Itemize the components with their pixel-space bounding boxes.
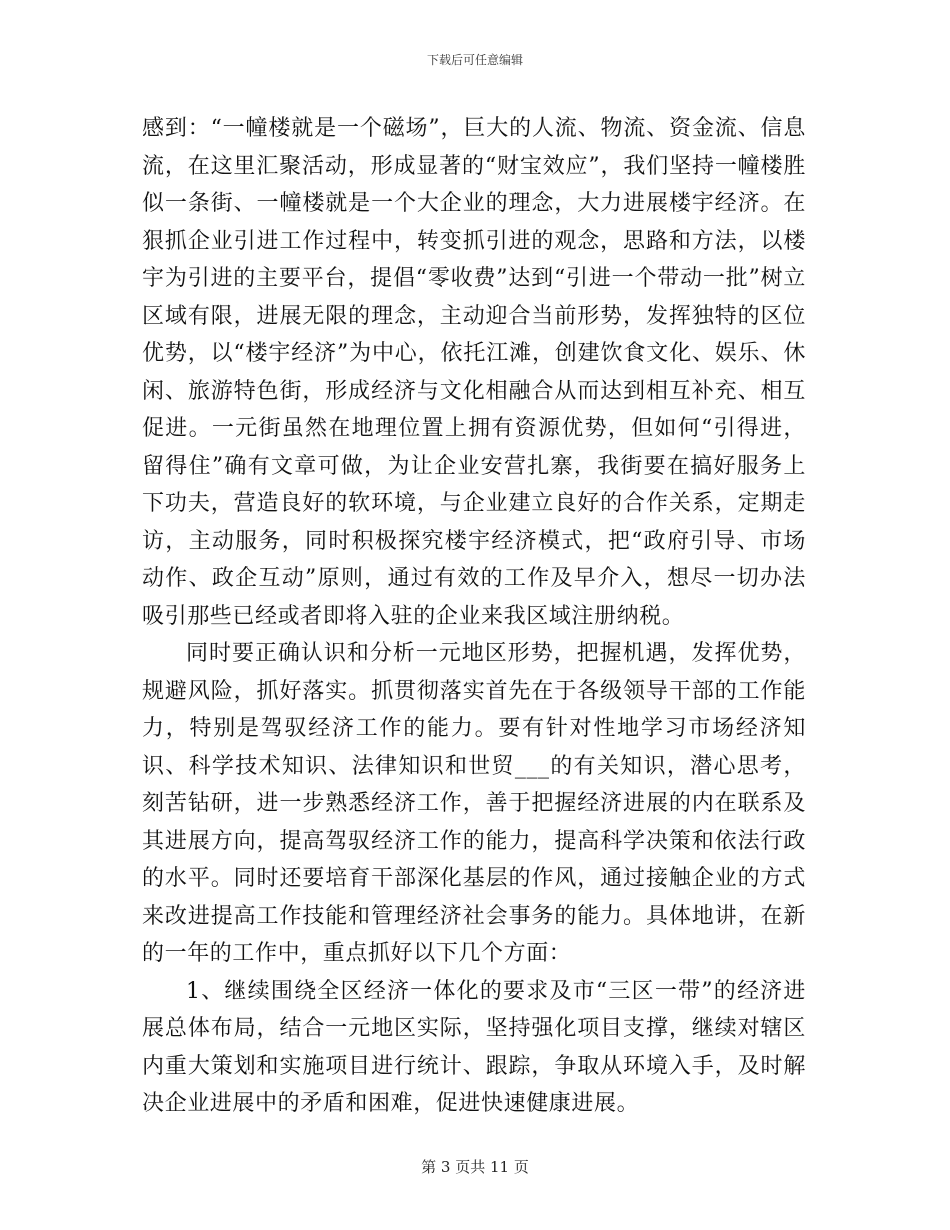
page-number: 第 3 页共 11 页 xyxy=(421,1158,529,1176)
page-header: 下载后可任意编辑 xyxy=(426,53,523,67)
paragraph-item-1: 1、继续围绕全区经济一体化的要求及市“三区一带”的经济进展总体布局，结合一元地区实际，坚持强化项目支撑，继续对辖区内重大策划和实施项目进行统计、跟踪，争取从环境入手，及时解决企业进展中的矛盾和困难，促进快速健康进展。 xyxy=(142,978,806,1116)
paragraph-continuation: 感到：“一幢楼就是一个磁场”，巨大的人流、物流、资金流、信息流，在这里汇聚活动，形成显著的“财宝效应”，我们坚持一幢楼胜似一条街、一幢楼就是一个大企业的理念，大力进展楼宇经济。在狠抓企业引进工作过程中，转变抓引进的观念，思路和方法，以楼宇为引进的主要平台，提倡“零收费”达到“引进一个带动一批”树立区域有限，进展无限的理念，主动迎合当前形势，发挥独特的区位优势，以“楼宇经济”为中心，依托江滩，创建饮食文化、娱乐、休闲、旅游特色街，形成经济与文化相融合从而达到相互补充、相互促进。一元街虽然在地理位置上拥有资源优势，但如何“引得进，留得住”确有文章可做，为让企业安营扎寨，我街要在搞好服务上下功夫，营造良好的软环境，与企业建立良好的合作关系，定期走访，主动服务，同时积极探究楼宇经济模式，把“政府引导、市场动作、政企互动”原则，通过有效的工作及早介入，想尽一切办法吸引那些已经或者即将入驻的企业来我区域注册纳税。 xyxy=(142,116,806,629)
paragraph-situation: 同时要正确认识和分析一元地区形势，把握机遇，发挥优势，规避风险，抓好落实。抓贯彻落实首先在于各级领导干部的工作能力，特别是驾驭经济工作的能力。要有针对性地学习市场经济知识、科学技术知识、法律知识和世贸___的有关知识，潜心思考，刻苦钻研，进一步熟悉经济工作，善于把握经济进展的内在联系及其进展方向，提高驾驭经济工作的能力，提高科学决策和依法行政的水平。同时还要培育干部深化基层的作风，通过接触企业的方式来改进提高工作技能和管理经济社会事务的能力。具体地讲，在新的一年的工作中，重点抓好以下几个方面： xyxy=(142,641,806,966)
document-body xyxy=(142,110,806,1123)
